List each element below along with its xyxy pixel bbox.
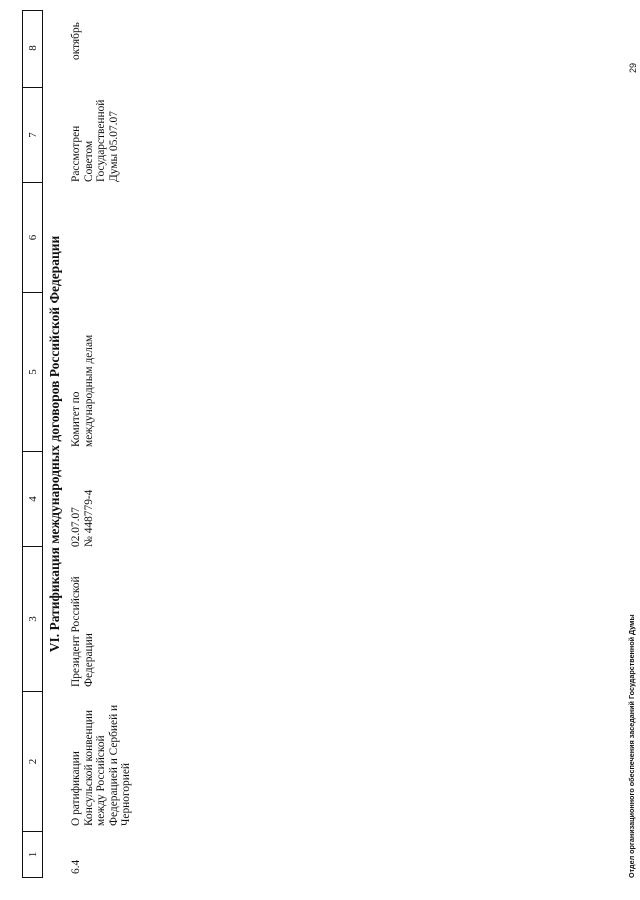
column-number-2: 2 [23, 691, 42, 831]
column-number-1: 1 [23, 831, 42, 877]
registration-info: 02.07.07 № 448779-4 [70, 489, 95, 547]
section-title: VI. Ратификация международных договоров Российской Федерации [47, 235, 62, 653]
column-number-6: 6 [23, 182, 42, 292]
row-number: 6.4 [70, 859, 82, 874]
column-number-5: 5 [23, 292, 42, 451]
column-number-header [22, 10, 43, 878]
column-number-3: 3 [23, 546, 42, 691]
column-number-8: 8 [26, 45, 39, 51]
scheduled-period: октябрь [70, 22, 82, 60]
bill-initiator: Президент Российской Федерации [70, 576, 95, 687]
column-number-4: 4 [23, 451, 42, 546]
bill-title: О ратификации Консульской конвенции между Российской Федерацией и Сербией и Черногорией [70, 704, 133, 826]
page-number: 29 [628, 62, 638, 73]
responsible-committee: Комитет по международным делам [70, 334, 95, 447]
legislation-table [22, 10, 640, 878]
column-number-7: 7 [23, 87, 42, 182]
review-status: Рассмотрен Советом Государственной Думы 05.07.07 [70, 99, 120, 182]
footer-department: Отдел организационного обеспечения заседаний Государственной Думы [627, 614, 636, 878]
